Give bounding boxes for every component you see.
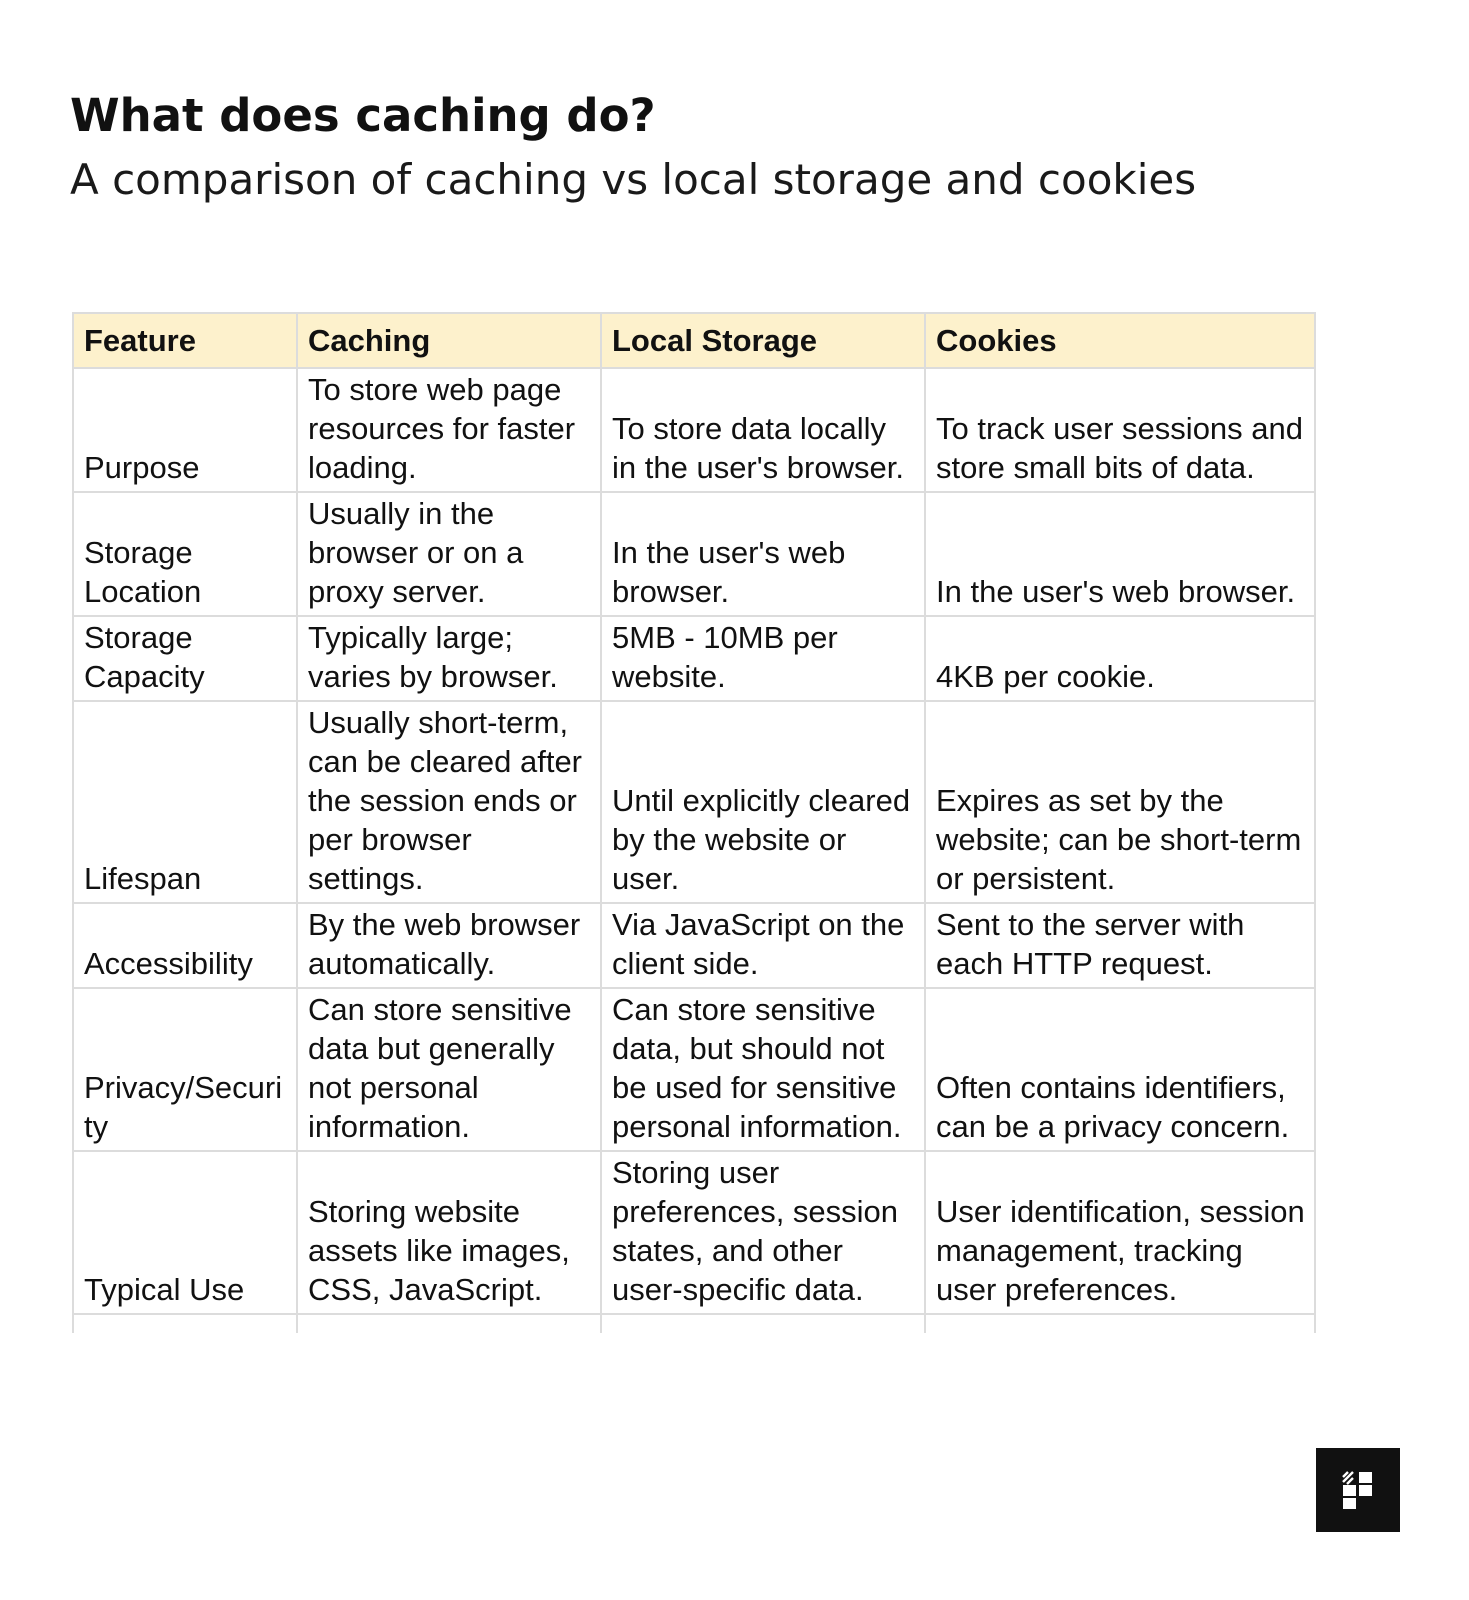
brand-logo-icon <box>1316 1448 1400 1532</box>
cookies-cell: User identification, session management, tracking user preferences. <box>925 1151 1315 1314</box>
empty-table-row <box>73 1314 1315 1333</box>
table-header-row <box>73 313 1315 368</box>
caching-cell: Can store sensitive data but generally not personal information. <box>297 988 601 1151</box>
comparison-table <box>72 312 1316 1333</box>
table-row <box>73 1151 1315 1314</box>
table-row <box>73 903 1315 988</box>
column-header-cookies: Cookies <box>925 313 1315 368</box>
feature-cell: Storage Capacity <box>73 616 297 701</box>
empty-cell <box>297 1314 601 1333</box>
table-row <box>73 701 1315 903</box>
feature-cell: Accessibility <box>73 903 297 988</box>
feature-cell: Purpose <box>73 368 297 492</box>
local-storage-cell: Via JavaScript on the client side. <box>601 903 925 988</box>
feature-cell: Lifespan <box>73 701 297 903</box>
feature-cell: Storage Location <box>73 492 297 616</box>
column-header-caching: Caching <box>297 313 601 368</box>
page-title: What does caching do? <box>70 89 656 142</box>
local-storage-cell: Storing user preferences, session states, and other user-specific data. <box>601 1151 925 1314</box>
local-storage-cell: In the user's web browser. <box>601 492 925 616</box>
caching-cell: Typically large; varies by browser. <box>297 616 601 701</box>
column-header-feature: Feature <box>73 313 297 368</box>
page-subtitle: A comparison of caching vs local storage and cookies <box>70 155 1197 204</box>
cookies-cell: To track user sessions and store small bits of data. <box>925 368 1315 492</box>
table-row <box>73 492 1315 616</box>
brand-logo <box>1316 1448 1400 1532</box>
cookies-cell: Sent to the server with each HTTP request. <box>925 903 1315 988</box>
local-storage-cell: To store data locally in the user's browser. <box>601 368 925 492</box>
comparison-sheet <box>72 312 1314 1333</box>
table-row <box>73 616 1315 701</box>
local-storage-cell: 5MB - 10MB per website. <box>601 616 925 701</box>
cookies-cell: In the user's web browser. <box>925 492 1315 616</box>
cookies-cell: 4KB per cookie. <box>925 616 1315 701</box>
cookies-cell: Expires as set by the website; can be short-term or persistent. <box>925 701 1315 903</box>
table-row <box>73 988 1315 1151</box>
table-row <box>73 368 1315 492</box>
caching-cell: Usually short-term, can be cleared after the session ends or per browser settings. <box>297 701 601 903</box>
column-header-local-storage: Local Storage <box>601 313 925 368</box>
feature-cell: Typical Use <box>73 1151 297 1314</box>
empty-cell <box>925 1314 1315 1333</box>
local-storage-cell: Until explicitly cleared by the website or user. <box>601 701 925 903</box>
local-storage-cell: Can store sensitive data, but should not be used for sensitive personal information. <box>601 988 925 1151</box>
caching-cell: Storing website assets like images, CSS, JavaScript. <box>297 1151 601 1314</box>
empty-cell <box>73 1314 297 1333</box>
cookies-cell: Often contains identifiers, can be a privacy concern. <box>925 988 1315 1151</box>
caching-cell: By the web browser automatically. <box>297 903 601 988</box>
caching-cell: To store web page resources for faster loading. <box>297 368 601 492</box>
caching-cell: Usually in the browser or on a proxy server. <box>297 492 601 616</box>
feature-cell: Privacy/Security <box>73 988 297 1151</box>
empty-cell <box>601 1314 925 1333</box>
